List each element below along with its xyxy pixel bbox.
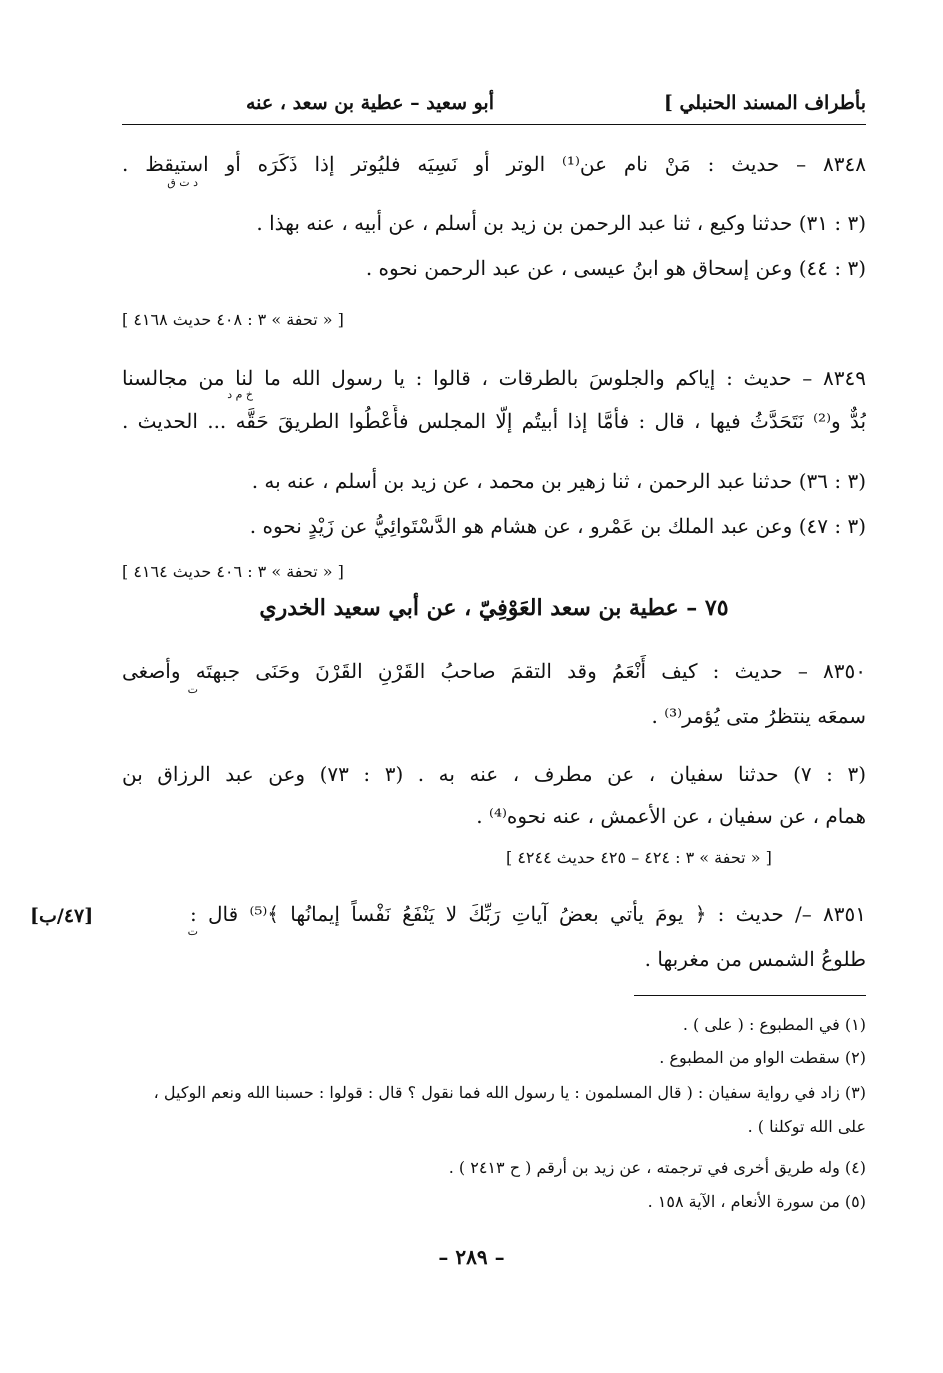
hadith-8349-line-1: ٨٣٤٩ – حديث : إياكم والجلوسَ بالطرقات ، قالوا : يا رسول الله ما لنا من مجالسنا: [122, 366, 866, 390]
hadith-8350-line-4: همام ، عن سفيان ، عن الأعمش ، عنه نحوه⁽⁴⁾ .: [476, 804, 866, 828]
footnote-4: (٤) وله طريق أخرى في ترجمته ، عن زيد بن أرقم ( ح ٢٤١٣ ) .: [448, 1158, 866, 1177]
header-book-title: بأطراف المسند الحنبلي ]: [663, 92, 866, 114]
hadith-8349-tuhfa-ref: [ « تحفة » ٣ : ٤٠٦ حديث ٤١٦٤ ]: [122, 562, 344, 581]
section-heading: ٧٥ – عطية بن سعد العَوْفِيّ ، عن أبي سعيد الخدري: [259, 595, 729, 621]
hadith-8349-line-4: (٣ : ٤٧) وعن عبد الملك بن عَمْرو ، عن هشام هو الدَّسْتَوائِيُّ عن زَيْدٍ نحوه .: [249, 514, 866, 538]
footnote-5: (٥) من سورة الأنعام ، الآية ١٥٨ .: [647, 1192, 866, 1211]
hadith-8349-line-2: بُدٌّ و⁽²⁾ نَتَحَدَّثُ فيها ، قال : فأمَّا إذا أبيتُم إلّا المجلس فأَعْطُوا الطريقَ حَقَّه ... الحديث .: [122, 409, 866, 433]
hadith-8351-line-1: ٨٣٥١ –/ حديث : ﴿ يومَ يأتي بعضُ آياتِ رَبِّكَ لا يَنْفَعُ نَفْساً إيمانُها ﴾⁽⁵⁾ قال :: [190, 902, 866, 926]
hadith-8348-symbols: د ت ق: [167, 176, 198, 189]
hadith-8350-line-1: ٨٣٥٠ – حديث : كيف أَنْعَمُ وقد التقمَ صاحبُ القَرْنِ القَرْنَ وحَنَى جبهتَه وأصغى: [122, 659, 866, 683]
manuscript-folio-marker: [٤٧/ب]: [30, 905, 94, 927]
page-number: – ٢٨٩ –: [438, 1245, 505, 1269]
hadith-8350-line-2: سمعَه ينتظرُ متى يُؤمر⁽³⁾ .: [651, 704, 866, 728]
hadith-8350-tuhfa-ref: [ « تحفة » ٣ : ٤٢٤ – ٤٢٥ حديث ٤٢٤٤ ]: [506, 848, 772, 867]
hadith-8350-symbols: ت: [187, 683, 198, 696]
footnote-1: (١) في المطبوع : ( على ) .: [682, 1015, 866, 1034]
hadith-8348-line-3: (٣ : ٤٤) وعن إسحاق هو ابنُ عيسى ، عن عبد الرحمن نحوه .: [365, 256, 866, 280]
footnote-2: (٢) سقطت الواو من المطبوع .: [659, 1048, 866, 1067]
footnote-3-continued: على الله توكلنا ) .: [747, 1117, 866, 1136]
hadith-8348-line-1: ٨٣٤٨ – حديث : مَنْ نام عن⁽¹⁾ الوتر أو نَسِيَه فليُوتر إذا ذَكَرَه أو استيقظ .: [122, 152, 866, 176]
footnote-3: (٣) زاد في رواية سفيان : ( قال المسلمون : يا رسول الله فما نقول ؟ قال : قولوا : حسبنا الله ونعم الوكيل ،: [153, 1083, 866, 1102]
header-chapter-title: أبو سعيد – عطية بن سعد ، عنه: [245, 92, 494, 114]
hadith-8348-tuhfa-ref: [ « تحفة » ٣ : ٤٠٨ حديث ٤١٦٨ ]: [122, 310, 344, 329]
hadith-8349-line-3: (٣ : ٣٦) حدثنا عبد الرحمن ، ثنا زهير بن محمد ، عن زيد بن أسلم ، عنه به .: [251, 469, 866, 493]
hadith-8348-line-2: (٣ : ٣١) حدثنا وكيع ، ثنا عبد الرحمن بن زيد بن أسلم ، عن أبيه ، عنه بهذا .: [256, 211, 866, 235]
hadith-8350-line-3: (٣ : ٧) حدثنا سفيان ، عن مطرف ، عنه به . (٣ : ٧٣) وعن عبد الرزاق بن: [122, 762, 866, 786]
hadith-8351-line-2: طلوعُ الشمس من مغربها .: [644, 947, 866, 971]
running-header: [122, 86, 866, 125]
hadith-8351-symbols: ت: [187, 925, 198, 938]
footnote-separator: [634, 995, 866, 996]
hadith-8349-symbols: خ م د: [227, 388, 253, 401]
